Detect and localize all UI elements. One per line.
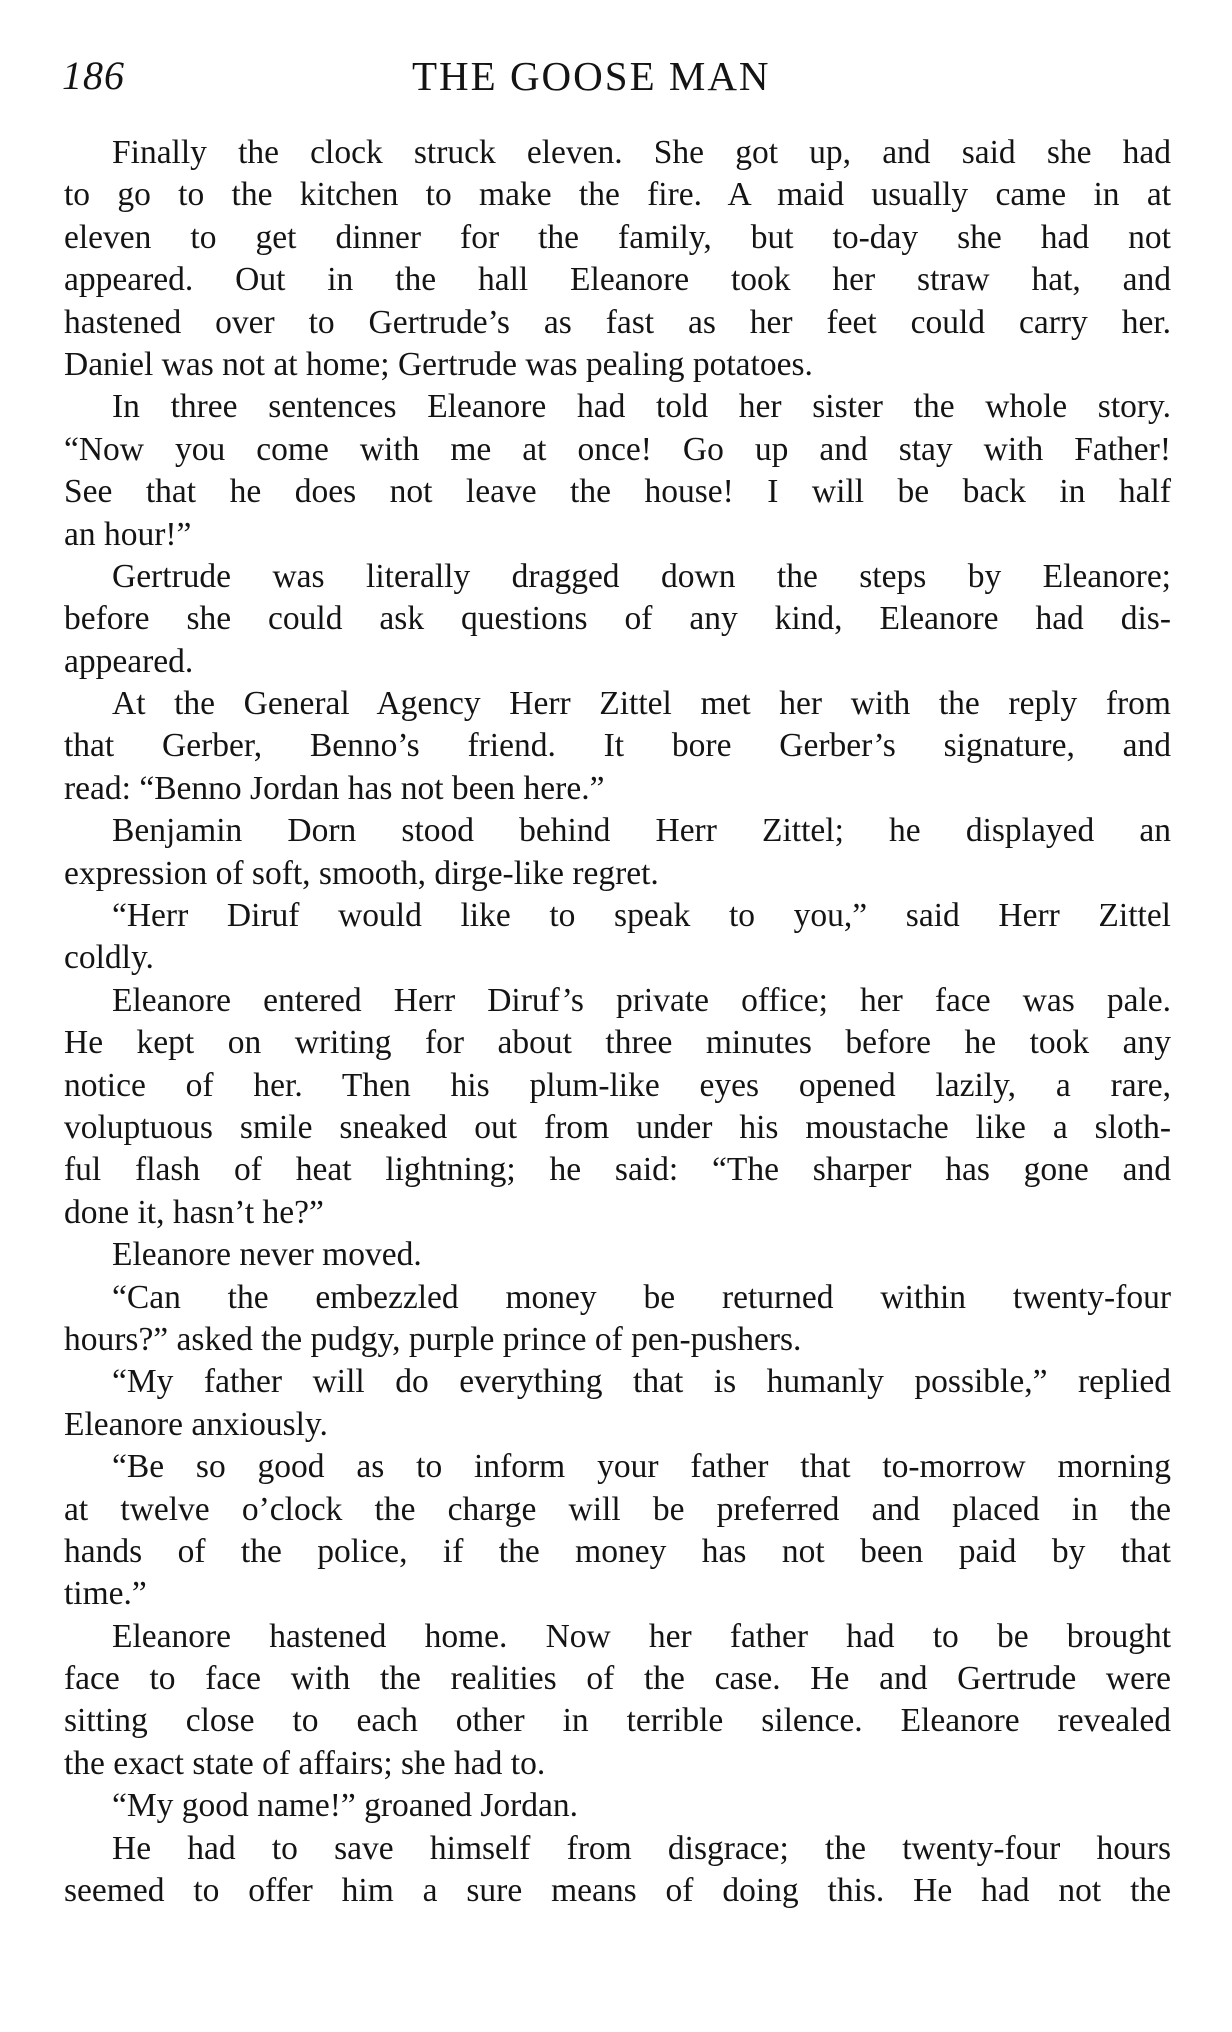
text-line: “Be so good as to inform your father that to-morrow morning <box>112 1448 1171 1486</box>
text-line: face to face with the realities of the case. He and Gertrude were <box>64 1660 1171 1698</box>
text-line: hours?” asked the pudgy, purple prince of pen-pushers. <box>64 1320 802 1358</box>
text-line: Eleanore entered Herr Diruf’s private office; her face was pale. <box>112 981 1171 1019</box>
text-line: read: “Benno Jordan has not been here.” <box>64 769 605 807</box>
text-line: In three sentences Eleanore had told her sister the whole story. <box>112 388 1171 426</box>
text-line: the exact state of affairs; she had to. <box>64 1744 546 1782</box>
text-line: time.” <box>64 1575 147 1613</box>
text-line: notice of her. Then his plum-like eyes opened lazily, a rare, <box>64 1066 1171 1104</box>
text-line: At the General Agency Herr Zittel met her with the reply from <box>112 685 1171 723</box>
text-line: “My good name!” groaned Jordan. <box>112 1787 579 1825</box>
text-line: “Can the embezzled money be returned within twenty-four <box>112 1278 1171 1316</box>
text-line: Eleanore anxiously. <box>64 1405 328 1443</box>
text-line: Gertrude was literally dragged down the steps by Eleanore; <box>112 557 1171 595</box>
page-number: 186 <box>62 53 125 98</box>
text-line: Benjamin Dorn stood behind Herr Zittel; he displayed an <box>112 812 1171 850</box>
text-line: See that he does not leave the house! I will be back in half <box>64 473 1171 511</box>
text-line: Eleanore hastened home. Now her father had to be brought <box>112 1617 1171 1655</box>
text-line: sitting close to each other in terrible silence. Eleanore revealed <box>64 1702 1171 1740</box>
text-line: He kept on writing for about three minutes before he took any <box>64 1024 1171 1062</box>
text-line: “Now you come with me at once! Go up and stay with Father! <box>64 430 1171 468</box>
text-line: appeared. <box>64 642 194 680</box>
text-line: “My father will do everything that is humanly possible,” replied <box>112 1363 1171 1401</box>
text-line: eleven to get dinner for the family, but to-day she had not <box>64 218 1171 256</box>
body-text <box>64 132 1171 1912</box>
text-line: seemed to offer him a sure means of doing this. He had not the <box>64 1872 1171 1910</box>
text-line: an hour!” <box>64 515 192 553</box>
text-line: that Gerber, Benno’s friend. It bore Gerber’s signature, and <box>64 727 1171 765</box>
text-line: done it, hasn’t he?” <box>64 1193 324 1231</box>
text-line: Finally the clock struck eleven. She got up, and said she had <box>112 134 1171 171</box>
text-line: hands of the police, if the money has not been paid by that <box>64 1532 1171 1570</box>
text-line: at twelve o’clock the charge will be preferred and placed in the <box>64 1490 1171 1528</box>
text-line: to go to the kitchen to make the fire. A maid usually came in at <box>64 176 1171 214</box>
text-line: appeared. Out in the hall Eleanore took her straw hat, and <box>64 261 1171 299</box>
text-line: “Herr Diruf would like to speak to you,” said Herr Zittel <box>112 897 1171 935</box>
text-line: expression of soft, smooth, dirge-like regret. <box>64 854 659 892</box>
text-line: ful flash of heat lightning; he said: “The sharper has gone and <box>64 1151 1171 1189</box>
running-title: THE GOOSE MAN <box>412 53 771 99</box>
running-head <box>62 52 1162 112</box>
text-line: coldly. <box>64 939 154 977</box>
text-line: voluptuous smile sneaked out from under his moustache like a sloth- <box>64 1108 1171 1146</box>
text-line: He had to save himself from disgrace; the twenty-four hours <box>112 1829 1171 1867</box>
text-line: hastened over to Gertrude’s as fast as her feet could carry her. <box>64 303 1171 341</box>
text-line: before she could ask questions of any kind, Eleanore had dis- <box>64 600 1171 638</box>
text-line: Daniel was not at home; Gertrude was pealing potatoes. <box>64 345 813 383</box>
text-line: Eleanore never moved. <box>112 1236 422 1274</box>
